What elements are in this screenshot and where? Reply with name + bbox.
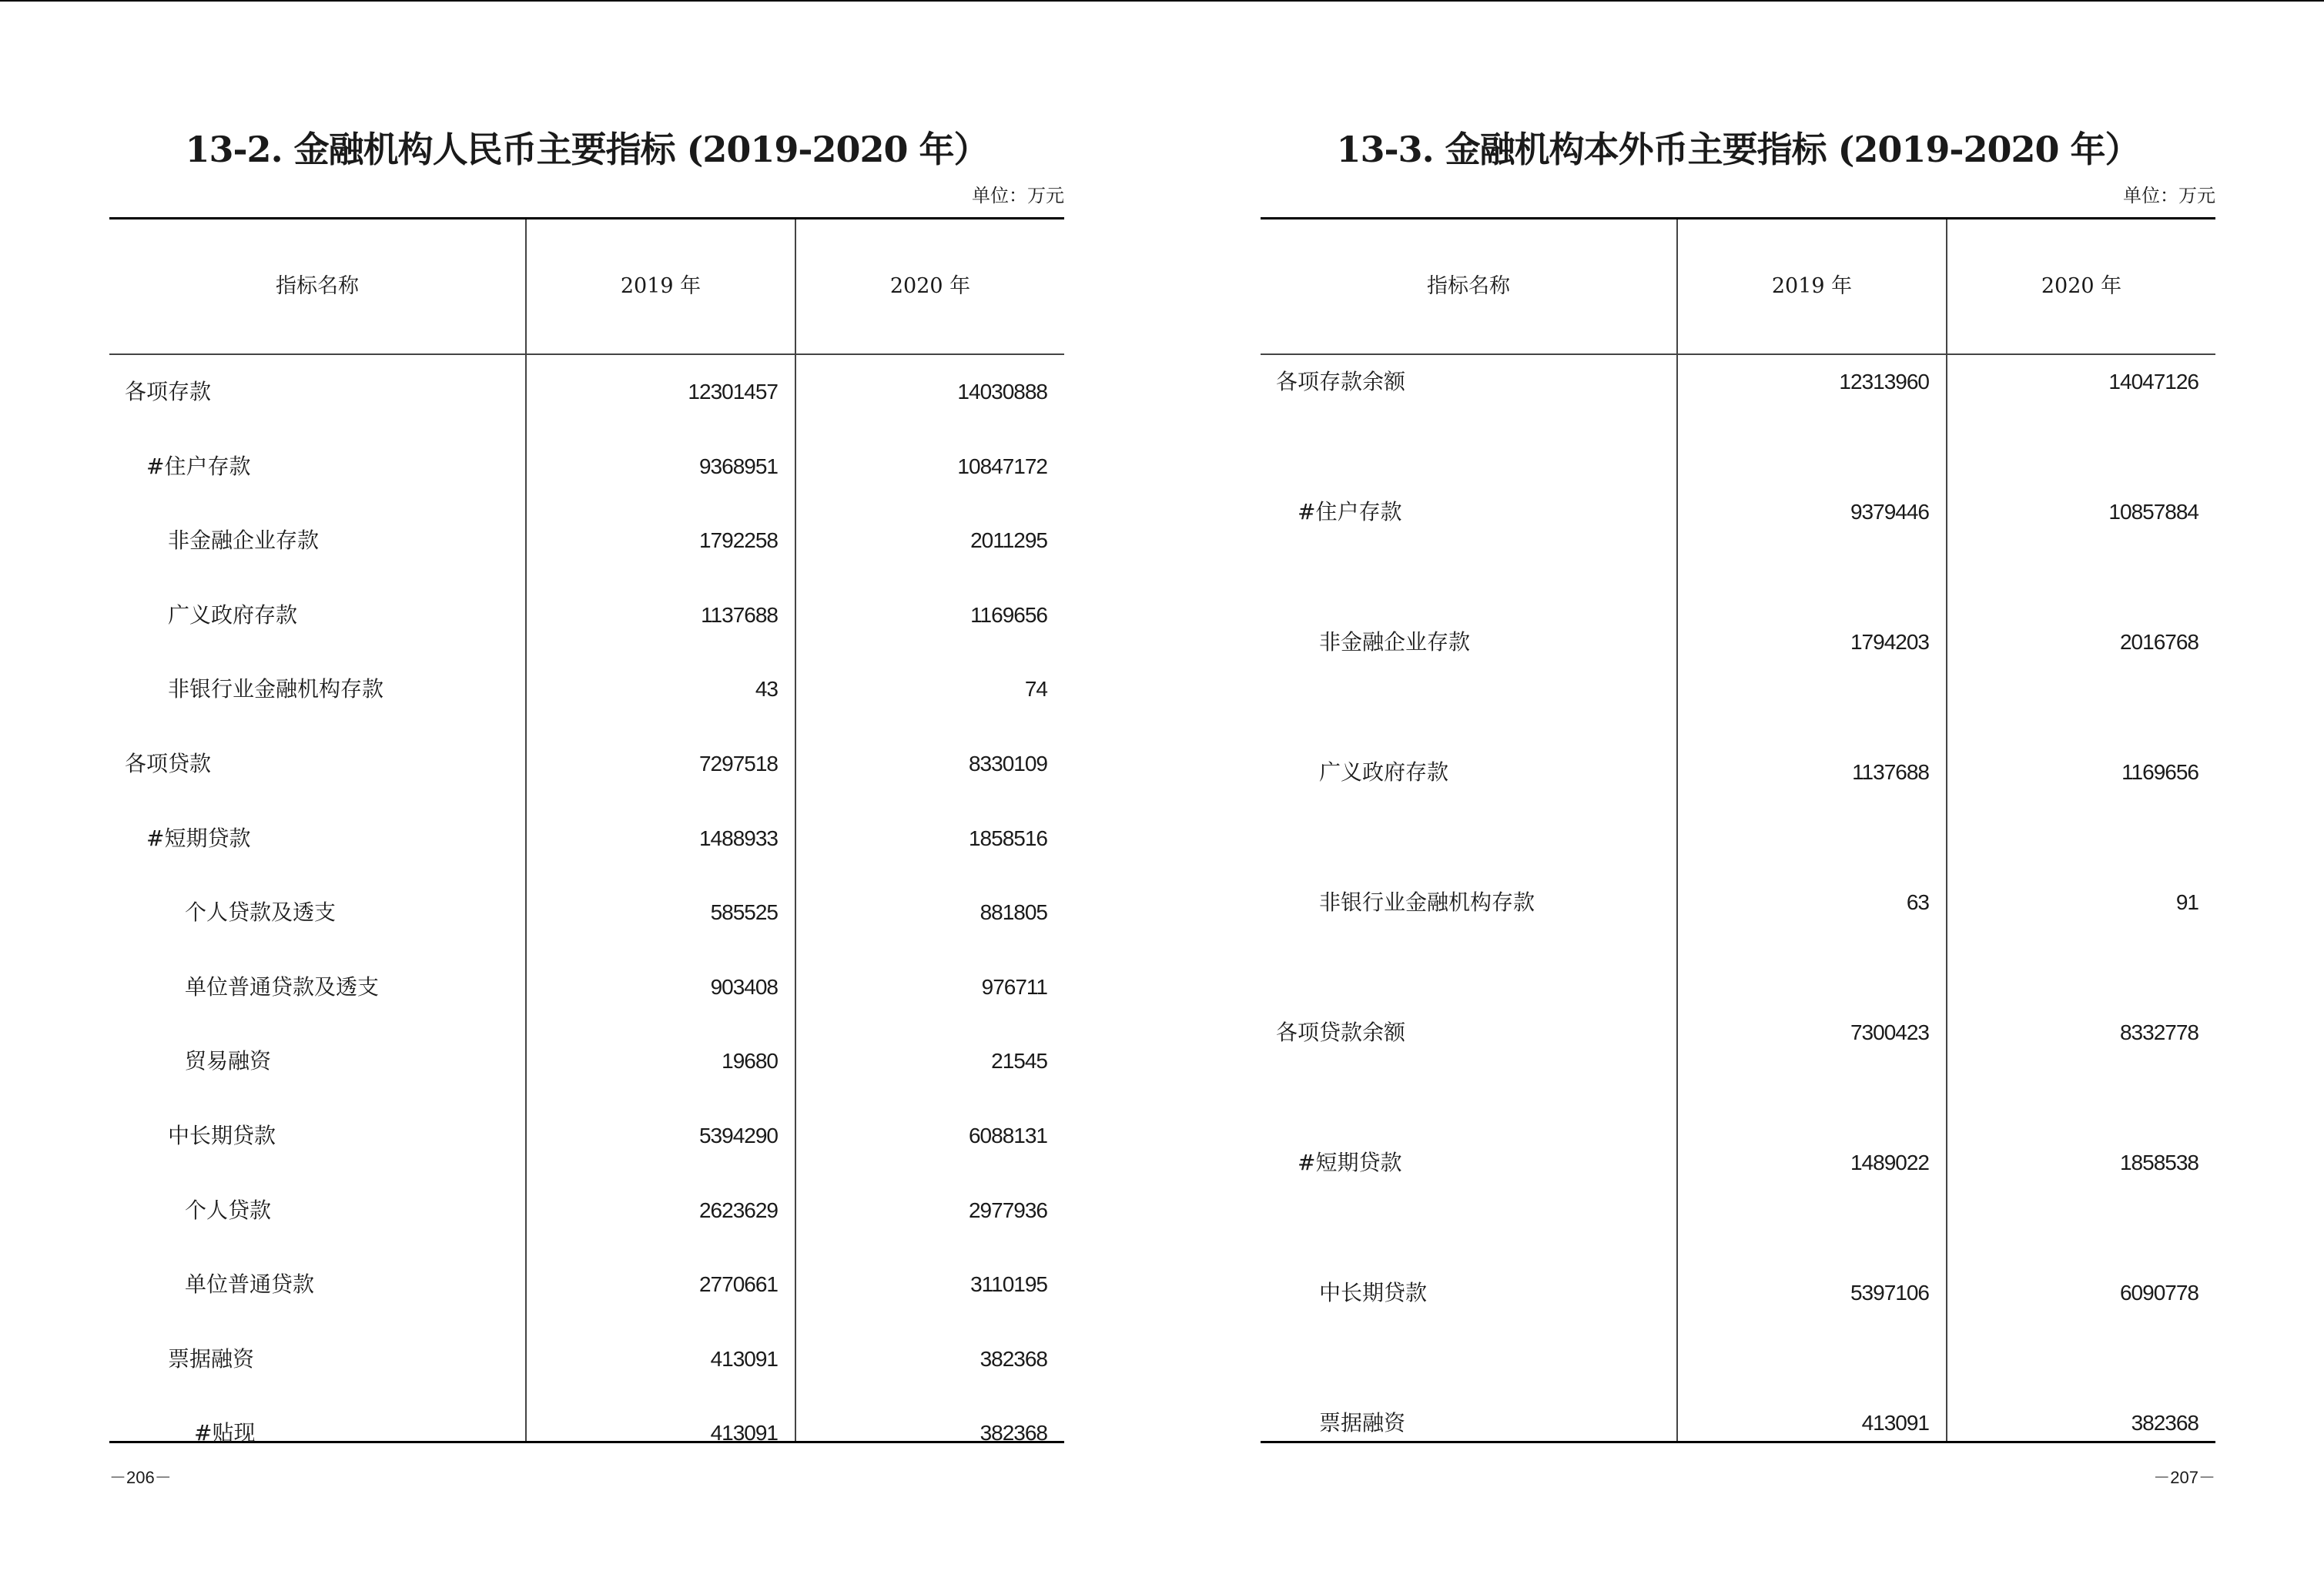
table-row (109, 802, 1064, 876)
indicator-name: 各项贷款余额 (1276, 1020, 1406, 1045)
value-2020: 382368 (979, 1346, 1047, 1371)
indicator-table (109, 217, 1064, 1446)
table-row (1261, 837, 2215, 967)
value-2019: 9368951 (698, 454, 778, 478)
table-body (109, 355, 1064, 1471)
value-2020: 8332778 (2119, 1020, 2198, 1044)
table-header (109, 219, 1064, 355)
indicator-name: #住户存款 (1298, 499, 1402, 524)
indicator-name: 广义政府存款 (168, 601, 298, 628)
value-2019: 585525 (710, 900, 778, 925)
value-2020: 8330109 (968, 751, 1047, 776)
value-2020: 21545 (991, 1049, 1047, 1074)
indicator-name: 贸易融资 (185, 1048, 272, 1074)
indicator-name: 各项贷款 (125, 750, 212, 776)
value-2019: 413091 (1861, 1411, 1929, 1435)
indicator-table (1261, 217, 2215, 1443)
value-2020: 881805 (979, 900, 1047, 925)
indicator-name: 非银行业金融机构存款 (1319, 889, 1535, 915)
table-row (109, 1396, 1064, 1471)
value-2020: 2011295 (970, 528, 1047, 553)
value-2020: 382368 (979, 1421, 1047, 1446)
table-row (109, 578, 1064, 653)
indicator-name: 票据融资 (168, 1345, 255, 1372)
value-2019: 413091 (710, 1421, 778, 1446)
unit-label: 单位：万元 (2123, 185, 2215, 206)
value-2020: 1169656 (970, 602, 1047, 627)
indicator-name: 非金融企业存款 (168, 528, 320, 554)
table-title: 13-3. 金融机构本外币主要指标 (2019-2020 年） (1336, 129, 2140, 170)
right-page (1261, 0, 2215, 1540)
table-row (1261, 707, 2215, 837)
table-row (109, 355, 1064, 430)
indicator-name: 中长期贷款 (1319, 1280, 1428, 1305)
value-2020: 14030888 (957, 380, 1047, 404)
table-title: 13-2. 金融机构人民币主要指标 (2019-2020 年） (185, 129, 989, 170)
value-2019: 43 (755, 677, 778, 702)
table-row (109, 504, 1064, 578)
value-2019: 1792258 (698, 528, 778, 553)
header-2020: 2020 年 (2041, 274, 2122, 298)
header-2020: 2020 年 (889, 274, 971, 298)
value-2020: 1858516 (968, 826, 1047, 850)
table-row (1261, 1358, 2215, 1488)
indicator-name: 单位普通贷款 (185, 1271, 315, 1298)
table-row (109, 652, 1064, 727)
value-2020: 10857884 (2108, 500, 2198, 524)
value-2020: 2977936 (968, 1198, 1047, 1222)
value-2019: 12301457 (688, 380, 778, 404)
indicator-name: 各项存款 (125, 379, 212, 404)
value-2019: 2623629 (698, 1198, 778, 1222)
table-row (1261, 1097, 2215, 1228)
value-2020: 382368 (2131, 1411, 2198, 1435)
value-2019: 1794203 (1850, 630, 1929, 654)
page-number: －207－ (2153, 1468, 2215, 1487)
indicator-name: 个人贷款及透支 (185, 900, 337, 926)
value-2020: 10847172 (957, 454, 1047, 478)
indicator-name: 广义政府存款 (1319, 759, 1449, 785)
value-2020: 2016768 (2119, 630, 2198, 654)
table-row (109, 430, 1064, 504)
value-2019: 63 (1906, 890, 1929, 914)
indicator-name: #住户存款 (146, 453, 251, 479)
value-2020: 976711 (981, 974, 1047, 999)
table-body (1261, 317, 2215, 1488)
indicator-name: #贴现 (194, 1420, 256, 1446)
table-row (1261, 577, 2215, 707)
value-2019: 1489022 (1850, 1151, 1929, 1174)
value-2019: 1137688 (701, 602, 778, 627)
value-2019: 903408 (710, 974, 778, 999)
value-2020: 6088131 (968, 1123, 1047, 1147)
value-2020: 3110195 (970, 1272, 1047, 1297)
value-2019: 5394290 (698, 1123, 778, 1147)
header-2019: 2019 年 (620, 274, 702, 298)
table-row (1261, 1228, 2215, 1358)
header-indicator-name: 指标名称 (276, 274, 359, 298)
page-number: －206－ (109, 1468, 172, 1487)
table-row (109, 727, 1064, 802)
header-indicator-name: 指标名称 (1427, 274, 1510, 298)
indicator-name: 票据融资 (1319, 1410, 1406, 1436)
header-2019: 2019 年 (1771, 274, 1853, 298)
indicator-name: 各项存款余额 (1276, 369, 1406, 394)
value-2020: 1169656 (2121, 760, 2198, 784)
table-row (109, 876, 1064, 950)
value-2019: 413091 (710, 1346, 778, 1371)
value-2019: 12313960 (1839, 370, 1929, 394)
left-page (109, 0, 1064, 1540)
table-row (1261, 447, 2215, 577)
value-2019: 7300423 (1850, 1020, 1929, 1044)
value-2019: 19680 (722, 1049, 778, 1074)
unit-label: 单位：万元 (972, 185, 1064, 206)
table-row (109, 1174, 1064, 1248)
indicator-name: 单位普通贷款及透支 (185, 973, 380, 1000)
table-row (109, 1024, 1064, 1099)
value-2020: 91 (2175, 890, 2198, 914)
value-2019: 1137688 (1852, 760, 1929, 784)
indicator-name: #短期贷款 (146, 825, 251, 851)
value-2019: 2770661 (698, 1272, 778, 1297)
indicator-name: #短期贷款 (1298, 1150, 1402, 1175)
indicator-name: 个人贷款 (185, 1197, 272, 1223)
value-2019: 9379446 (1850, 500, 1929, 524)
value-2019: 5397106 (1850, 1281, 1929, 1305)
value-2019: 1488933 (698, 826, 778, 850)
value-2020: 74 (1024, 677, 1047, 702)
table-row (1261, 967, 2215, 1097)
value-2020: 14047126 (2108, 370, 2198, 394)
indicator-name: 非银行业金融机构存款 (168, 676, 384, 702)
value-2020: 6090778 (2119, 1281, 2198, 1305)
indicator-name: 中长期贷款 (168, 1122, 276, 1148)
value-2019: 7297518 (698, 751, 778, 776)
indicator-name: 非金融企业存款 (1319, 629, 1471, 655)
table-row (109, 950, 1064, 1025)
table-row (109, 1248, 1064, 1322)
table-row (109, 1322, 1064, 1397)
value-2020: 1858538 (2119, 1151, 2198, 1174)
table-row (109, 1099, 1064, 1174)
table-row (1261, 317, 2215, 447)
